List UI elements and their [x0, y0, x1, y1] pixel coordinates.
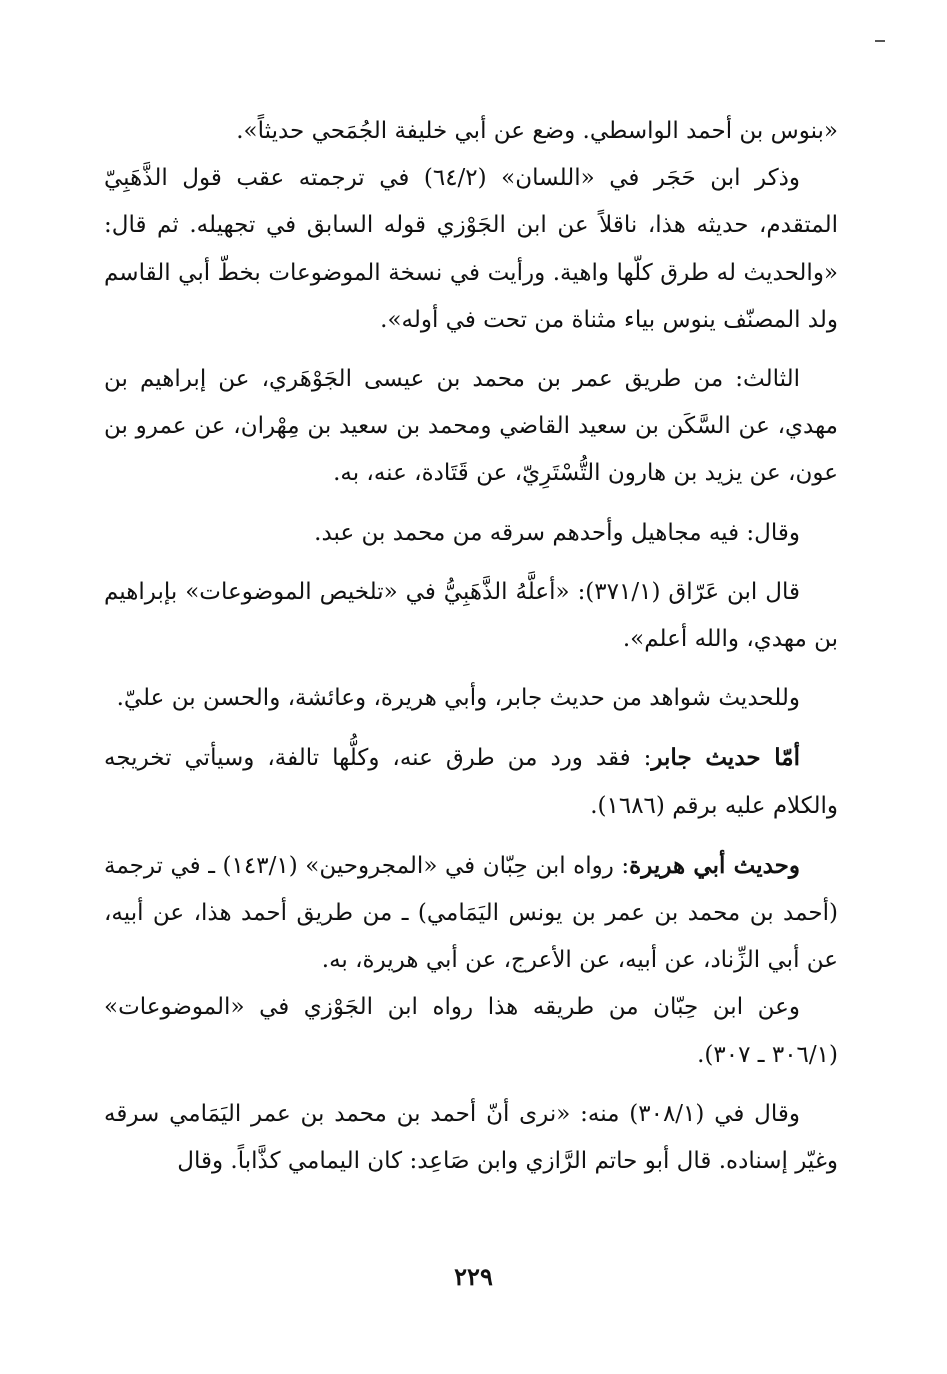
text-run: : فقد ورد من طرق عنه، وكلُّها تالفة، وسيأتي تخريجه والكلام عليه برقم (١٦٨٦).	[104, 745, 838, 819]
page-number: ٢٢٩	[454, 1262, 493, 1291]
paragraph	[104, 984, 838, 1078]
corner-mark	[875, 40, 885, 42]
bold-lead: وحديث أبي هريرة	[629, 851, 801, 879]
text-run: «بنوس بن أحمد الواسطي. وضع عن أبي خليفة الجُمَحي حديثاً».	[236, 118, 838, 144]
text-run: وقال: فيه مجاهيل وأحدهم سرقه من محمد بن عبد.	[314, 519, 800, 546]
text-run: قال ابن عَرّاق (٣٧١/١): «أعلَّهُ الذَّهَبِيُّ في «تلخيص الموضوعات» بإبراهيم بن مهدي، والله أعلم».	[104, 578, 838, 653]
paragraph	[104, 1091, 838, 1185]
text-run: وللحديث شواهد من حديث جابر، وأبي هريرة، وعائشة، والحسن بن عليّ.	[116, 685, 800, 712]
paragraph-gap	[104, 663, 838, 675]
paragraph	[104, 734, 838, 829]
paragraph-gap	[104, 830, 838, 842]
paragraph-gap	[104, 344, 838, 356]
text-run: : رواه ابن حِبّان في «المجروحين» (١٤٣/١) ـ في ترجمة (أحمد بن محمد بن عمر بن يونس اليَمَامي) ـ من طريق أحمد هذا، عن أبيه، عن أبي الزِّناد، عن أبيه، عن الأعرج، عن أبي هريرة، به.	[104, 852, 838, 974]
paragraph	[104, 569, 838, 663]
paragraph	[104, 675, 838, 722]
paragraph-gap	[104, 1079, 838, 1091]
paragraph	[104, 108, 838, 155]
paragraph-gap	[104, 722, 838, 734]
paragraph-gap	[104, 498, 838, 510]
text-run: الثالث: من طريق عمر بن محمد بن عيسى الجَوْهَري، عن إبراهيم بن مهدي، عن السَّكَن بن سعيد القاضي ومحمد بن سعيد بن مِهْران، عن عمرو بن عون، عن يزيد بن هارون التُّسْتَرِيّ، عن قَتَادة، عنه، به.	[104, 366, 838, 487]
text-run: وقال في (٣٠٨/١) منه: «نرى أنّ أحمد بن محمد بن عمر اليَمَامي سرقه وغيّر إسناده. قال أبو حاتم الرَّازي وابن صَاعِد: كان اليمامي كذَّاباً. وقال	[104, 1100, 838, 1175]
paragraph	[104, 155, 838, 344]
paragraph	[104, 842, 838, 985]
bold-lead: أمّا حديث جابر	[651, 744, 801, 772]
text-run: وذكر ابن حَجَر في «اللسان» (٦٤/٢) في ترجمته عقب قول الذَّهَبِيّ المتقدم، حديثه هذا، ناقلاً عن ابن الجَوْزي قوله السابق في تجهيله. ثم قال: «والحديث له طرق كلّها واهية. ورأيت في نسخة الموضوعات بخطّ أبي القاسم ولد المصنّف ينوس بياء مثناة من تحت في أوله».	[104, 165, 838, 333]
text-run: وعن ابن حِبّان من طريقه هذا رواه ابن الجَوْزي في «الموضوعات» (٣٠٦/١ ـ ٣٠٧).	[104, 994, 838, 1068]
body-text	[104, 108, 838, 1185]
paragraph-gap	[104, 557, 838, 569]
paragraph	[104, 356, 838, 498]
paragraph	[104, 510, 838, 557]
